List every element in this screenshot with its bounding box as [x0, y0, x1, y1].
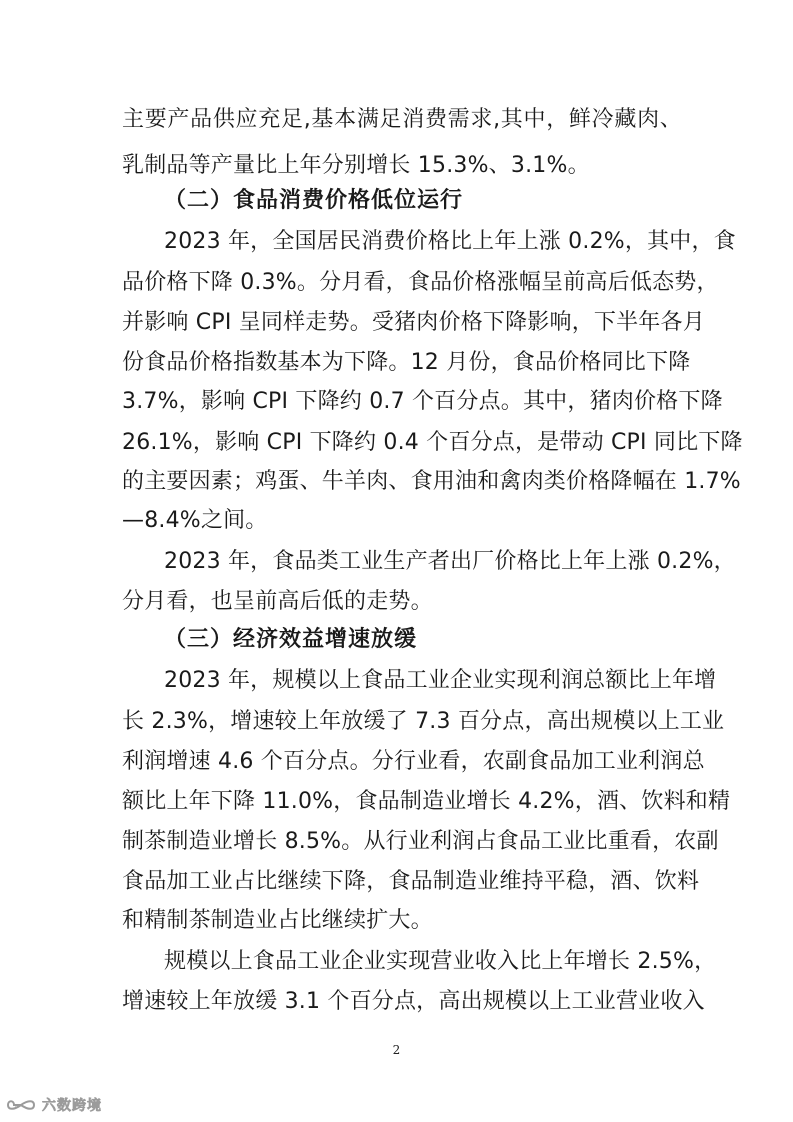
- paragraph-line: 3.7%，影响 CPI 下降约 0.7 个百分点。其中，猪肉价格下降: [122, 389, 723, 414]
- paragraph-line: 主要产品供应充足,基本满足消费需求,其中，鲜冷藏肉、: [122, 107, 682, 132]
- paragraph-line: 增速较上年放缓 3.1 个百分点，高出规模以上工业营业收入: [122, 989, 705, 1014]
- paragraph-line: 食品加工业占比继续下降，食品制造业维持平稳，酒、饮料: [122, 869, 700, 894]
- paragraph-line: 份食品价格指数基本为下降。12 月份，食品价格同比下降: [122, 350, 691, 375]
- paragraph-line: 规模以上食品工业企业实现营业收入比上年增长 2.5%，: [164, 949, 717, 974]
- watermark: [6, 1094, 102, 1116]
- paragraph-line: 2023 年，食品类工业生产者出厂价格比上年上涨 0.2%，: [164, 549, 736, 574]
- paragraph-line: 长 2.3%，增速较上年放缓了 7.3 百分点，高出规模以上工业: [122, 709, 725, 734]
- paragraph-line: 额比上年下降 11.0%，食品制造业增长 4.2%，酒、饮料和精: [122, 789, 731, 814]
- paragraph-line: 26.1%，影响 CPI 下降约 0.4 个百分点，是带动 CPI 同比下降: [122, 430, 743, 455]
- paragraph-line: 利润增速 4.6 个百分点。分行业看，农副食品加工业利润总: [122, 749, 705, 774]
- section-heading: （三）经济效益增速放缓: [164, 627, 418, 652]
- paragraph-line: 制茶制造业增长 8.5%。从行业利润占食品工业比重看，农副: [122, 829, 719, 854]
- paragraph-line: 2023 年，全国居民消费价格比上年上涨 0.2%，其中，食: [164, 229, 736, 254]
- infinity-logo-icon: [6, 1097, 36, 1113]
- paragraph-line: 和精制茶制造业占比继续扩大。: [122, 908, 433, 933]
- paragraph-line: 的主要因素；鸡蛋、牛羊肉、食用油和禽肉类价格降幅在 1.7%: [122, 469, 741, 494]
- page-number: 2: [392, 1043, 401, 1057]
- section-heading: （二）食品消费价格低位运行: [164, 188, 464, 213]
- svg-text:c: c: [15, 1102, 19, 1110]
- paragraph-line: 分月看，也呈前高后低的走势。: [122, 589, 433, 614]
- watermark-text: 六数跨境: [42, 1098, 102, 1114]
- paragraph-line: 并影响 CPI 呈同样走势。受猪肉价格下降影响，下半年各月: [122, 310, 705, 335]
- paragraph-line: 乳制品等产量比上年分别增长 15.3%、3.1%。: [122, 153, 590, 178]
- paragraph-line: 品价格下降 0.3%。分月看，食品价格涨幅呈前高后低态势，: [122, 270, 719, 295]
- paragraph-line: 2023 年，规模以上食品工业企业实现利润总额比上年增: [164, 668, 717, 693]
- paragraph-line: —8.4%之间。: [122, 508, 268, 533]
